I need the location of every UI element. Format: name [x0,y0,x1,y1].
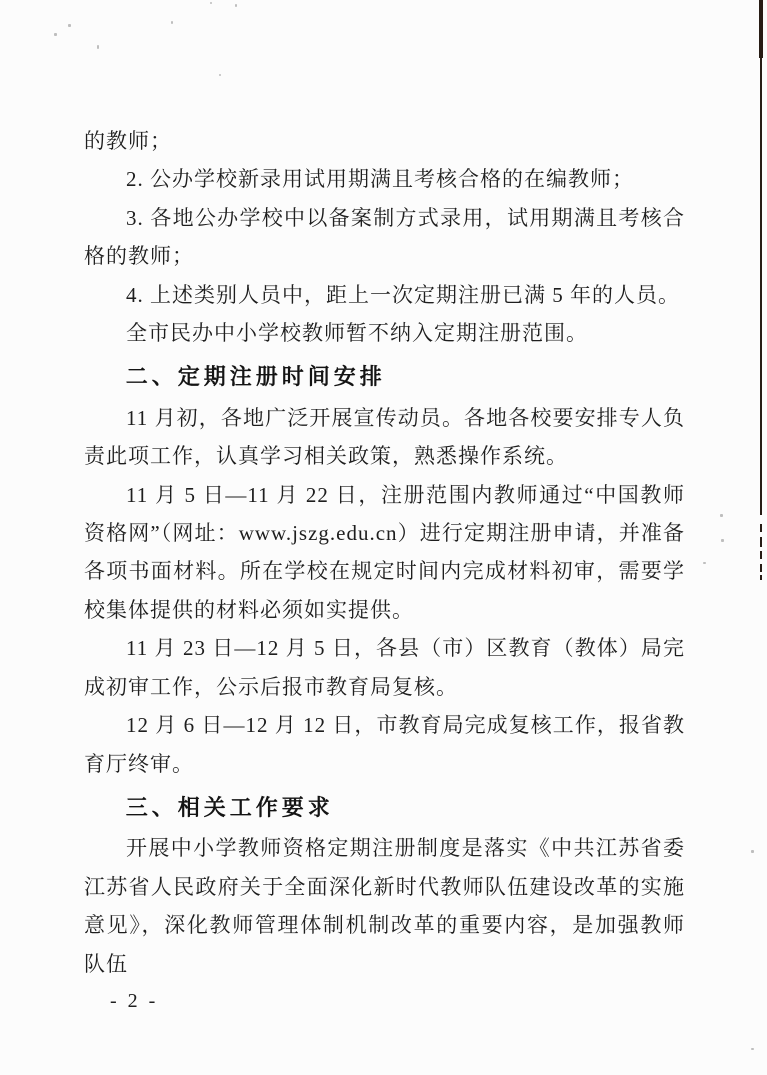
list-item-4: 4. 上述类别人员中，距上一次定期注册已满 5 年的人员。 [126,282,680,307]
scan-edge-artifact [760,0,762,515]
para-policy-background: 开展中小学教师资格定期注册制度是落实《中共江苏省委江苏省人民政府关于全面深化新时代教师队伍建设改革的实施意见》，深化教师管理体制机制改革的重要内容，是加强教师队伍 [84,836,685,976]
para-registration-window: 11 月 5 日—11 月 22 日，注册范围内教师通过“中国教师资格网”（网址：www.jszg.edu.cn）进行定期注册申请，并准备各项书面材料。所在学校在规定时间内完成材料初审，需要学校集体提供的材料必须如实提供。 [84,482,685,622]
scan-speck [54,33,57,36]
scan-edge-artifact-dash [760,524,762,532]
para-county-initial-review: 11 月 23 日—12 月 5 日，各县（市）区教育（教体）局完成初审工作，公示后报市教育局复核。 [84,636,685,699]
paragraph-continuation: 的教师； [84,129,172,153]
scan-speck [97,45,99,49]
scan-speck [751,1048,754,1050]
list-item-2: 2. 公办学校新录用试用期满且考核合格的在编教师； [126,167,634,192]
scan-speck [721,539,724,542]
scan-edge-artifact-dash [760,575,762,580]
scan-speck [171,21,173,24]
para-november-mobilization: 11 月初，各地广泛开展宣传动员。各地各校要安排专人负责此项工作，认真学习相关政策，熟悉操作系统。 [84,405,685,469]
scan-edge-artifact-dash [760,537,762,547]
scan-speck [235,4,237,7]
heading-section-2: 二、定期注册时间安排 [125,364,386,390]
scan-speck [219,74,221,76]
scan-speck [720,514,723,517]
note-private-schools: 全市民办中小学校教师暂不纳入定期注册范围。 [126,321,588,346]
scan-speck [68,24,71,27]
scan-edge-artifact-dash [760,564,762,572]
document-body [84,122,685,983]
heading-section-3: 三、相关工作要求 [125,794,334,820]
scan-speck [703,562,706,564]
page-number: - 2 - [110,990,159,1012]
list-item-3: 3. 各地公办学校中以备案制方式录用，试用期满且考核合格的教师； [84,205,685,269]
para-city-final-review: 12 月 6 日—12 月 12 日，市教育局完成复核工作，报省教育厅终审。 [84,713,685,776]
scan-speck [210,2,212,4]
scan-edge-artifact-dash [760,551,762,559]
scan-speck [751,850,754,853]
